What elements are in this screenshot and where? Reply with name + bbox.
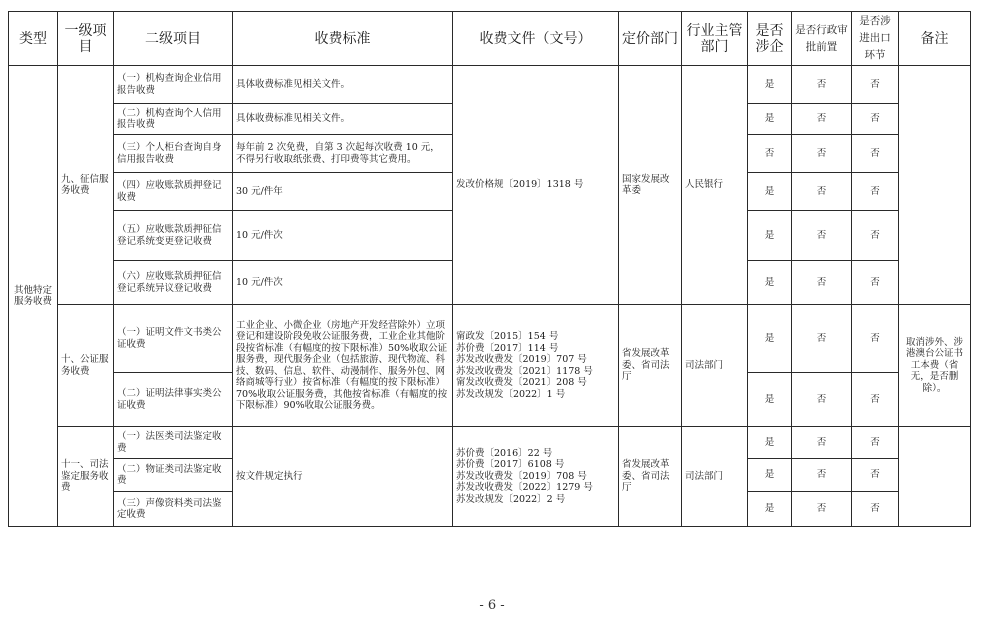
level1-cell: 十一、司法鉴定服务收费 bbox=[58, 427, 114, 527]
header-type: 类型 bbox=[9, 12, 58, 66]
level1-cell: 十、公证服务收费 bbox=[58, 305, 114, 427]
pricing-dept-cell: 省发展改革委、省司法厅 bbox=[619, 305, 682, 427]
import-cell: 否 bbox=[852, 211, 899, 261]
import-cell: 否 bbox=[852, 66, 899, 104]
page-number: - 6 - bbox=[479, 598, 505, 613]
approval-cell: 否 bbox=[792, 104, 852, 135]
approval-cell: 否 bbox=[792, 305, 852, 373]
level2-cell: （四）应收账款质押登记收费 bbox=[114, 173, 233, 211]
industry-dept-cell: 司法部门 bbox=[682, 305, 748, 427]
header-industry-dept: 行业主管部门 bbox=[682, 12, 748, 66]
table-row bbox=[9, 427, 971, 459]
import-cell: 否 bbox=[852, 261, 899, 305]
header-standard: 收费标准 bbox=[233, 12, 453, 66]
standard-cell: 每年前 2 次免费，自第 3 次起每次收费 10 元，不得另行收取纸张费、打印费等其它费用。 bbox=[233, 135, 453, 173]
standard-cell: 按文件规定执行 bbox=[233, 427, 453, 527]
involves-cell: 是 bbox=[748, 104, 792, 135]
import-cell: 否 bbox=[852, 459, 899, 492]
import-cell: 否 bbox=[852, 135, 899, 173]
header-import-export: 是否涉进出口环节 bbox=[852, 12, 899, 66]
approval-cell: 否 bbox=[792, 373, 852, 427]
import-cell: 否 bbox=[852, 305, 899, 373]
import-cell: 否 bbox=[852, 104, 899, 135]
fee-table bbox=[8, 11, 971, 527]
involves-cell: 是 bbox=[748, 305, 792, 373]
header-admin-approval: 是否行政审批前置 bbox=[792, 12, 852, 66]
approval-cell: 否 bbox=[792, 492, 852, 527]
involves-cell: 是 bbox=[748, 459, 792, 492]
involves-cell: 是 bbox=[748, 427, 792, 459]
approval-cell: 否 bbox=[792, 66, 852, 104]
remarks-cell bbox=[899, 427, 971, 527]
header-involves-enterprise: 是否涉企 bbox=[748, 12, 792, 66]
remarks-cell: 取消涉外、涉港澳台公证书工本费（省无，是否删除）。 bbox=[899, 305, 971, 427]
standard-cell: 具体收费标准见相关文件。 bbox=[233, 66, 453, 104]
standard-cell: 10 元/件次 bbox=[233, 261, 453, 305]
level2-cell: （一）机构查询企业信用报告收费 bbox=[114, 66, 233, 104]
import-cell: 否 bbox=[852, 492, 899, 527]
industry-dept-cell: 人民银行 bbox=[682, 66, 748, 305]
level2-cell: （一）法医类司法鉴定收费 bbox=[114, 427, 233, 459]
level2-cell: （二）机构查询个人信用报告收费 bbox=[114, 104, 233, 135]
standard-cell: 工业企业、小微企业（房地产开发经营除外）立项登记和建设阶段免收公证服务费，工业企业其他阶段按省标准（有幅度的按下限标准）50%收取公证服务费，现代服务企业（包括旅游、现代物流、科技、数码、信息、软件、动漫制作、服务外包、网络商城等行业）按省标准（有幅度的按下限标准）70%收取公证服务费，其他按省标准（有幅度的按下限标准）90%收取公证服务费。 bbox=[233, 305, 453, 427]
pricing-dept-cell: 省发展改革委、省司法厅 bbox=[619, 427, 682, 527]
level2-cell: （三）声像资料类司法鉴定收费 bbox=[114, 492, 233, 527]
header-row bbox=[9, 12, 971, 66]
category-cell: 其他特定服务收费 bbox=[9, 66, 58, 527]
involves-cell: 是 bbox=[748, 261, 792, 305]
level2-cell: （二）证明法律事实类公证收费 bbox=[114, 373, 233, 427]
involves-cell: 是 bbox=[748, 492, 792, 527]
header-pricing-dept: 定价部门 bbox=[619, 12, 682, 66]
approval-cell: 否 bbox=[792, 211, 852, 261]
document-cell: 苏价费〔2016〕22 号 苏价费〔2017〕6108 号 苏发改收费发〔2019〕708 号 苏发改收费发〔2022〕1279 号 苏发改规发〔2022〕2 号 bbox=[453, 427, 619, 527]
level2-cell: （三）个人柜台查询自身信用报告收费 bbox=[114, 135, 233, 173]
standard-cell: 10 元/件次 bbox=[233, 211, 453, 261]
table-row bbox=[9, 305, 971, 373]
level2-cell: （二）物证类司法鉴定收费 bbox=[114, 459, 233, 492]
standard-cell: 30 元/件年 bbox=[233, 173, 453, 211]
table-row bbox=[9, 66, 971, 104]
approval-cell: 否 bbox=[792, 261, 852, 305]
involves-cell: 是 bbox=[748, 373, 792, 427]
approval-cell: 否 bbox=[792, 173, 852, 211]
import-cell: 否 bbox=[852, 427, 899, 459]
document-cell: 甯政发〔2015〕154 号 苏价费〔2017〕114 号 苏发改收费发〔2019〕707 号 苏发改收费发〔2021〕1178 号 甯发改收费发〔2021〕208 号 苏发改规发〔2022〕1 号 bbox=[453, 305, 619, 427]
approval-cell: 否 bbox=[792, 427, 852, 459]
header-document: 收费文件（文号） bbox=[453, 12, 619, 66]
level2-cell: （六）应收账款质押征信登记系统异议登记收费 bbox=[114, 261, 233, 305]
level2-cell: （五）应收账款质押征信登记系统变更登记收费 bbox=[114, 211, 233, 261]
involves-cell: 否 bbox=[748, 135, 792, 173]
standard-cell: 具体收费标准见相关文件。 bbox=[233, 104, 453, 135]
involves-cell: 是 bbox=[748, 66, 792, 104]
header-level1: 一级项目 bbox=[58, 12, 114, 66]
industry-dept-cell: 司法部门 bbox=[682, 427, 748, 527]
header-level2: 二级项目 bbox=[114, 12, 233, 66]
document-cell: 发改价格规〔2019〕1318 号 bbox=[453, 66, 619, 305]
level1-cell: 九、征信服务收费 bbox=[58, 66, 114, 305]
involves-cell: 是 bbox=[748, 173, 792, 211]
level2-cell: （一）证明文件文书类公证收费 bbox=[114, 305, 233, 373]
remarks-cell bbox=[899, 66, 971, 305]
approval-cell: 否 bbox=[792, 459, 852, 492]
import-cell: 否 bbox=[852, 173, 899, 211]
pricing-dept-cell: 国家发展改革委 bbox=[619, 66, 682, 305]
approval-cell: 否 bbox=[792, 135, 852, 173]
involves-cell: 是 bbox=[748, 211, 792, 261]
import-cell: 否 bbox=[852, 373, 899, 427]
header-remarks: 备注 bbox=[899, 12, 971, 66]
